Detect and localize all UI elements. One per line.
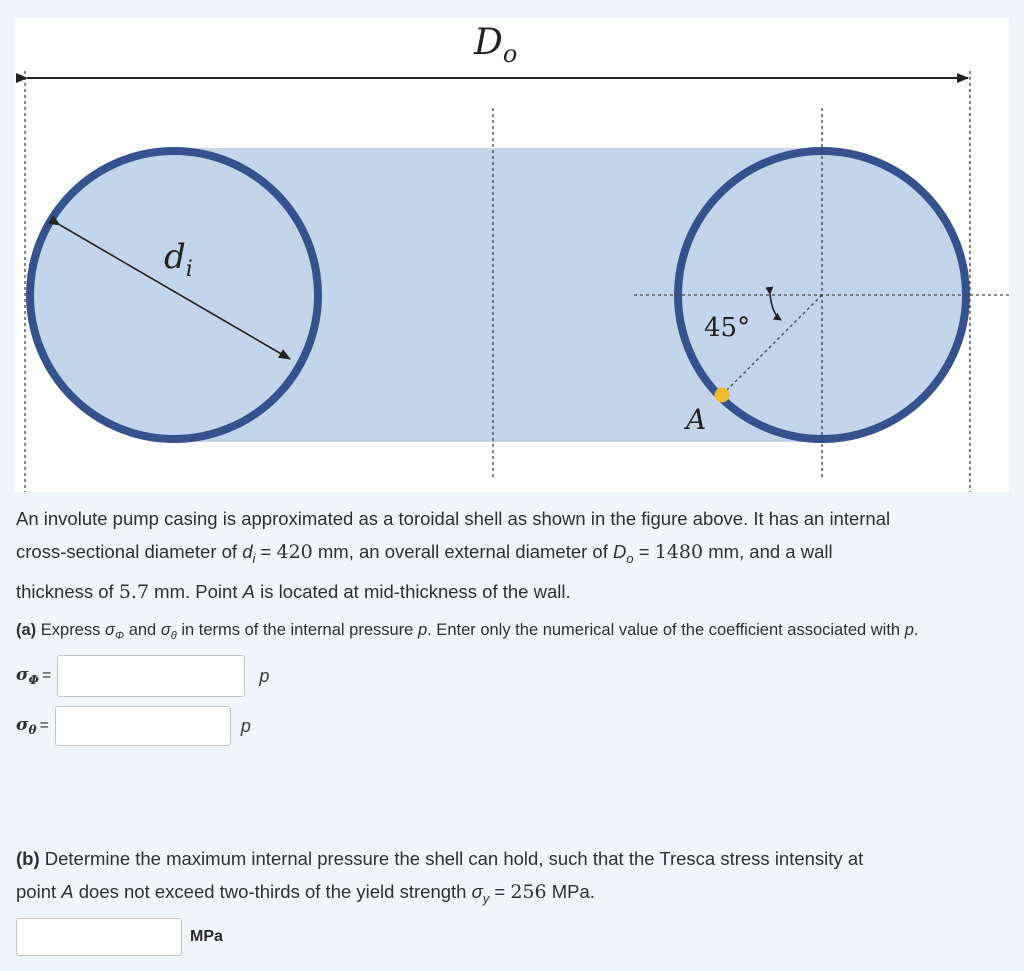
angle-label: 45° <box>704 313 751 343</box>
left-cross-section <box>30 151 318 439</box>
problem-statement <box>16 502 1006 609</box>
outer-diameter-label: $D_o$ <box>474 22 518 68</box>
yield-strength-value: 256 <box>510 881 547 903</box>
external-diameter-value: 1480 <box>654 541 704 563</box>
part-a-prompt: (a) Express $\sigma_\Phi$ and $\sigma_\theta$ in terms of the internal pressure p. Enter only the numerical value of the coefficient associated with p. <box>16 621 919 643</box>
problem-line-2: cross-sectional diameter of $d_i = 420$ mm, an overall external diameter of $D_o = 1480$ mm, and a wall <box>16 541 833 566</box>
sigma-theta-row <box>16 706 251 746</box>
point-a-label: A <box>686 403 707 436</box>
max-pressure-unit: MPa <box>190 928 223 945</box>
sigma-phi-label: $\sigma_\Phi$ = <box>16 664 52 688</box>
point-a-marker <box>715 388 730 403</box>
problem-line-3: thickness of 5.7 mm. Point A is located at mid-thickness of the wall. <box>16 580 571 603</box>
wall-thickness-value: 5.7 <box>118 580 150 603</box>
sigma-phi-row <box>16 655 269 697</box>
sigma-theta-label: $\sigma_\theta$ = <box>16 714 49 738</box>
part-b-prompt <box>16 842 1006 915</box>
internal-diameter-value: 420 <box>276 541 313 563</box>
part-b-line-2: point A does not exceed two-thirds of the yield strength $\sigma_y = 256$ MPa. <box>16 881 595 906</box>
sigma-phi-unit: p <box>259 665 270 686</box>
toroidal-shell-figure <box>14 18 1009 492</box>
sigma-theta-input[interactable] <box>55 706 231 746</box>
problem-line-1: An involute pump casing is approximated as a toroidal shell as shown in the figure above. It has an internal <box>16 508 891 529</box>
inner-diameter-label: $d_i$ <box>164 237 193 282</box>
sigma-theta-unit: p <box>240 715 251 736</box>
max-pressure-row <box>16 918 223 956</box>
part-b-line-1: (b) Determine the maximum internal pressure the shell can hold, such that the Tresca stress intensity at <box>16 848 864 869</box>
figure-panel <box>14 18 1009 492</box>
max-pressure-input[interactable] <box>16 918 182 956</box>
sigma-phi-input[interactable] <box>57 655 245 697</box>
